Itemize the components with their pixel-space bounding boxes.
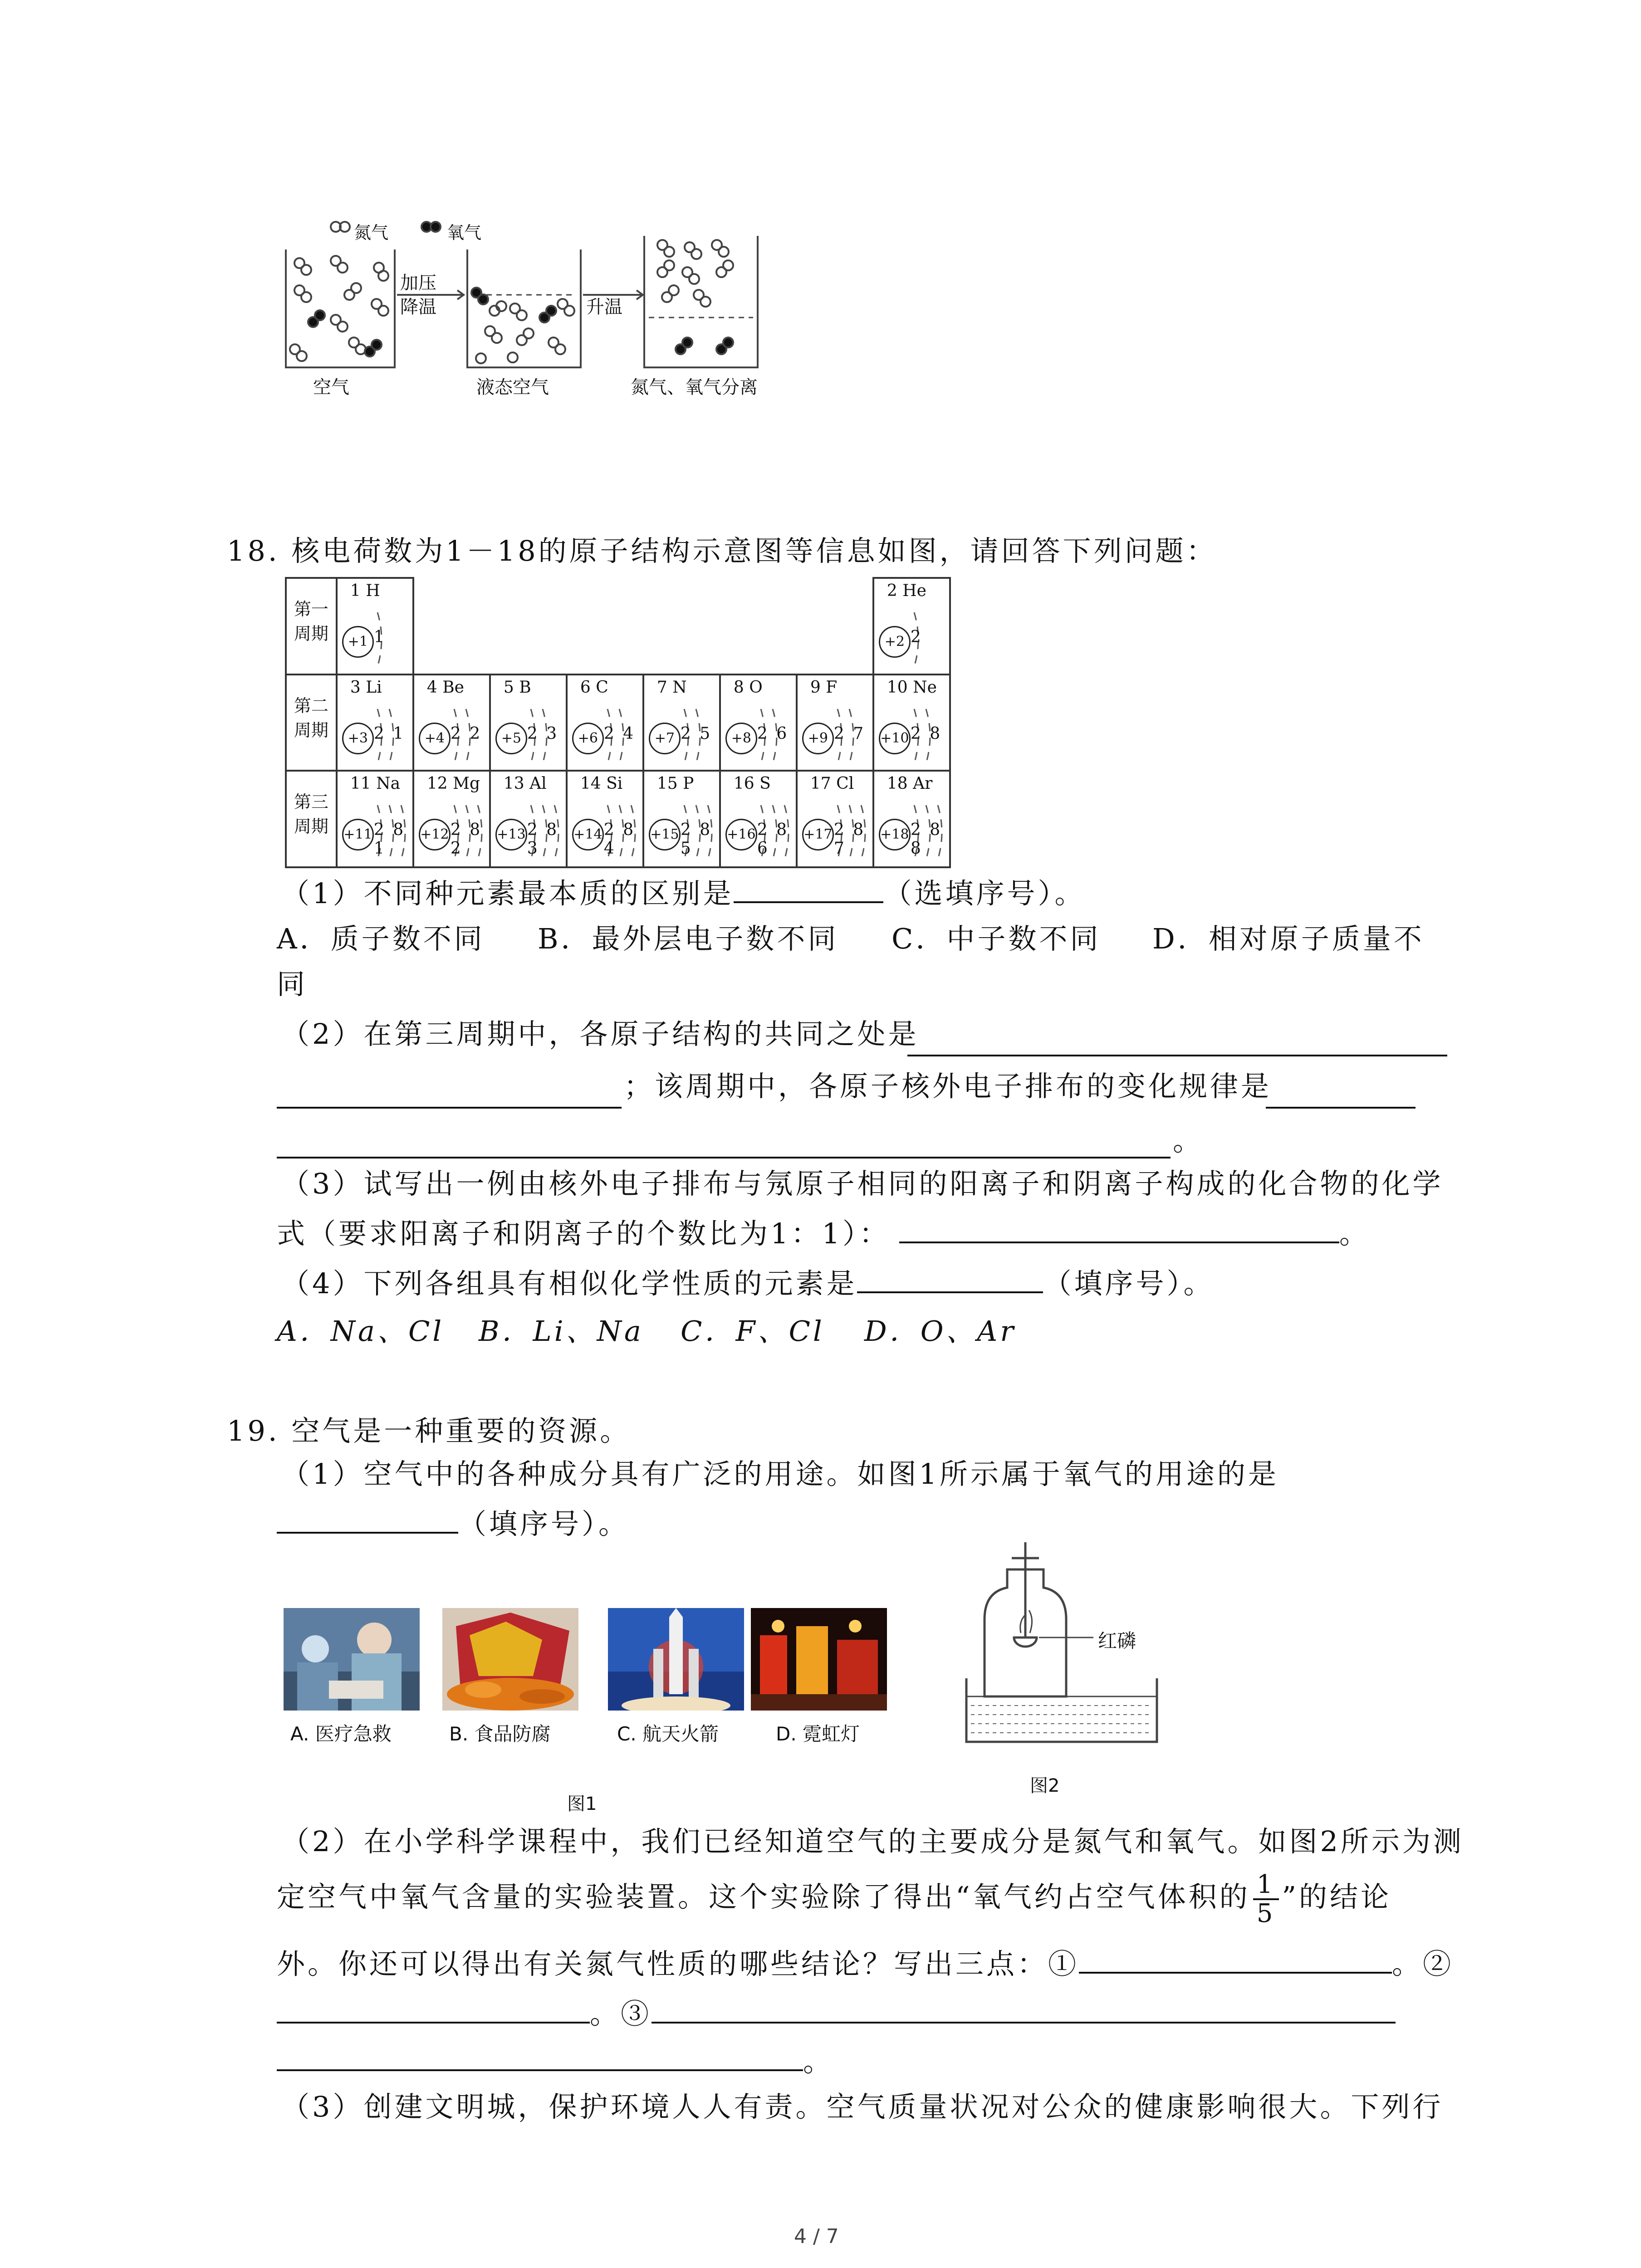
q18-p1 [281,873,1085,914]
nucleus-charge: +8 [725,723,757,754]
period-3-label: 第三周期 [294,792,328,837]
element-cell-Be [413,675,490,771]
nucleus-charge: +1 [342,626,374,658]
q18-p2-blank-1[interactable] [907,1027,1447,1056]
element-symbol: 8 O [733,678,763,697]
q18-p3-answer-blank[interactable] [899,1214,1339,1243]
element-symbol: 14 Si [580,774,623,793]
q19-p2-e-end: 。 [803,2045,834,2078]
q19-p2: （2）在小学科学课程中，我们已经知道空气的主要成分是氮气和氧气。如图2所示为测 [281,1825,1464,1858]
nucleus-charge: +7 [649,723,681,754]
period-2-label: 第二周期 [294,695,328,740]
electron-shells: 1 [373,628,386,646]
nucleus-charge: +16 [725,819,757,850]
q18-p3-end: 。 [1339,1217,1370,1250]
element-cell-He [873,578,950,675]
q18-p4-text: （4）下列各组具有相似化学性质的元素是 [281,1267,857,1300]
periodic-table [285,577,951,868]
element-symbol: 5 B [503,678,531,697]
caption-b: B. 食品防腐 [449,1723,551,1745]
q19-p2-c-text: 外。你还可以得出有关氮气性质的哪些结论？写出三点：① [277,1947,1079,1980]
electron-shells: 2 8 1 [373,821,406,858]
q18-p2-blank-3[interactable] [1266,1080,1416,1109]
element-symbol: 10 Ne [887,678,937,697]
q18-p1-option-d-cont: 同 [277,968,308,1001]
q19-p2-blank-2[interactable] [277,1994,590,2024]
q18-p1-answer-blank[interactable] [734,874,883,903]
element-cell-Li [337,675,413,771]
figure1-label: 图1 [567,1794,597,1814]
q19-intro: 19. 空气是一种重要的资源。 [227,1414,631,1447]
nucleus-charge: +2 [879,626,911,658]
nucleus-charge: +5 [495,723,527,754]
element-cell-Ne [873,675,950,771]
element-cell-F [797,675,873,771]
beaker3-label: 氮气、氧气分离 [631,377,758,398]
beaker2-label: 液态空气 [476,377,549,398]
nucleus-charge: +13 [495,819,527,850]
q18-p4-option-c: C．F、Cl [681,1315,825,1348]
electron-shells: 2 1 [373,724,406,743]
q19-p1: （1）空气中的各种成分具有广泛的用途。如图1所示属于氧气的用途的是 [281,1457,1279,1491]
electron-shells: 2 4 [603,724,636,743]
photo-neon-lights [751,1608,887,1711]
q19-p1-tail: （填序号）。 [458,1507,630,1540]
element-cell-Ar [873,771,950,867]
q19-p1-b [277,1504,629,1545]
air-separation-figure [281,213,780,404]
q19-p2-blank-1[interactable] [1079,1945,1392,1974]
q19-p2-b-tail: ”的结论 [1282,1880,1392,1914]
fraction-denominator: 5 [1256,1899,1276,1928]
q18-p1-tail: （选填序号）。 [883,877,1086,910]
electron-shells: 2 [910,628,923,646]
element-symbol: 3 Li [350,678,382,697]
element-symbol: 12 Mg [426,774,480,793]
element-symbol: 2 He [887,582,926,600]
caption-d: D. 霓虹灯 [776,1723,860,1745]
element-symbol: 13 Al [503,774,547,793]
q18-p1-option-c: C．中子数不同 [892,922,1101,955]
caption-c: C. 航天火箭 [617,1723,719,1745]
electron-shells: 2 8 3 [527,821,559,858]
electron-shells: 2 8 7 [833,821,866,858]
element-cell-H [337,578,413,675]
fraction-numerator: 1 [1253,1871,1279,1900]
q18-p4-option-b: B．Li、Na [479,1315,644,1348]
nucleus-charge: +14 [572,819,604,850]
element-cell-Na [337,771,413,867]
q18-p4-answer-blank[interactable] [857,1264,1043,1293]
element-cell-B [490,675,567,771]
photo-food-preservation [442,1608,578,1711]
q19-p2-c-mark2: 。② [1392,1947,1454,1980]
figure2-label: 图2 [1030,1775,1060,1796]
q18-p4-option-a: A．Na、Cl [277,1315,445,1348]
electron-shells: 2 5 [680,724,712,743]
q19-p2-b-text: 定空气中氧气含量的实验装置。这个实验除了得出“氧气约占空气体积的 [277,1880,1250,1914]
page-number: 4 / 7 [794,2225,839,2248]
legend-o2-label: 氧气 [447,223,482,243]
beaker1-label: 空气 [313,377,349,398]
nucleus-charge: +15 [649,819,681,850]
electron-shells: 2 3 [527,724,559,743]
nucleus-charge: +3 [342,723,374,754]
period-1-label: 第一周期 [294,599,328,644]
q19-p2-e [277,2041,834,2082]
caption-a: A. 医疗急救 [290,1723,392,1745]
element-symbol: 17 Cl [810,774,854,793]
element-cell-Mg [413,771,490,867]
electron-shells: 2 7 [833,724,866,743]
q19-p2-c [277,1944,1454,1984]
nucleus-charge: +18 [879,819,911,850]
element-symbol: 6 C [580,678,608,697]
q19-p2-b [277,1871,1391,1927]
red-phosphorus-label: 红磷 [1098,1630,1136,1652]
element-symbol: 9 F [810,678,838,697]
element-symbol: 15 P [656,774,694,793]
q19-p2-blank-3[interactable] [652,1994,1396,2024]
q18-p1-option-b: B．最外层电子数不同 [538,922,839,955]
q18-intro: 18. 核电荷数为1－18的原子结构示意图等信息如图，请回答下列问题： [227,534,1217,567]
q18-p3: （3）试写出一例由核外电子排布与氖原子相同的阳离子和阴离子构成的化合物的化学 [281,1167,1444,1200]
q18-p1-option-a: A．质子数不同 [277,922,485,955]
q18-p4-tail: （填序号）。 [1043,1267,1215,1300]
electron-shells: 2 2 [450,724,482,743]
fraction-one-fifth [1253,1871,1279,1927]
element-symbol: 4 Be [426,678,464,697]
element-cell-S [720,771,797,867]
q18-p4-option-d: D．O、Ar [864,1315,1016,1348]
legend-n2-label: 氮气 [354,223,389,243]
electron-shells: 2 8 5 [680,821,712,858]
q19-p2-blank-4[interactable] [277,2042,803,2071]
element-symbol: 16 S [733,774,771,793]
q19-p2-d-mark3: 。③ [590,1997,652,2030]
element-cell-O [720,675,797,771]
photo-space-rocket [608,1608,744,1711]
element-symbol: 7 N [656,678,687,697]
nucleus-charge: +11 [342,819,374,850]
q18-p3-b [277,1213,1370,1254]
electron-shells: 2 6 [757,724,789,743]
arrow2-label: 升温 [586,297,622,318]
electron-shells: 2 8 4 [603,821,636,858]
element-cell-C [567,675,643,771]
arrow1-label-1: 加压 [400,273,436,293]
nucleus-charge: +4 [419,723,451,754]
photo-medical-rescue [284,1608,420,1711]
element-cell-P [643,771,720,867]
q18-p2: （2）在第三周期中，各原子结构的共同之处是 [281,1017,919,1051]
q18-p2-mid: ；该周期中，各原子核外电子排布的变化规律是 [624,1070,1272,1103]
electron-shells: 2 8 2 [450,821,482,858]
q18-p1-text: （1）不同种元素最本质的区别是 [281,877,734,910]
nucleus-charge: +17 [802,819,834,850]
q18-p2-end: 。 [1173,1124,1204,1157]
element-symbol: 11 Na [350,774,401,793]
element-symbol: 1 H [350,582,380,600]
nucleus-charge: +12 [419,819,451,850]
nucleus-charge: +9 [802,723,834,754]
nucleus-charge: +6 [572,723,604,754]
q19-p3: （3）创建文明城，保护环境人人有责。空气质量状况对公众的健康影响很大。下列行 [281,2090,1444,2123]
q19-p2-d [277,1994,1396,2034]
q18-p4 [281,1263,1214,1304]
element-cell-N [643,675,720,771]
nucleus-charge: +10 [879,723,911,754]
oxygen-experiment-apparatus [957,1542,1166,1755]
electron-shells: 2 8 6 [757,821,789,858]
element-cell-Al [490,771,567,867]
q19-p1-answer-blank[interactable] [277,1505,458,1534]
arrow1-label-2: 降温 [400,297,436,318]
q18-p3-b-text: 式（要求阳离子和阴离子的个数比为1：1）： [277,1217,890,1250]
electron-shells: 2 8 [910,724,942,743]
q18-p1-option-d: D．相对原子质量不 [1152,922,1425,955]
electron-shells: 2 8 8 [910,821,942,858]
element-cell-Si [567,771,643,867]
q18-p2-blank-2[interactable] [277,1080,622,1109]
q18-p2-blank-4[interactable] [277,1129,1171,1158]
element-cell-Cl [797,771,873,867]
element-symbol: 18 Ar [887,774,933,793]
